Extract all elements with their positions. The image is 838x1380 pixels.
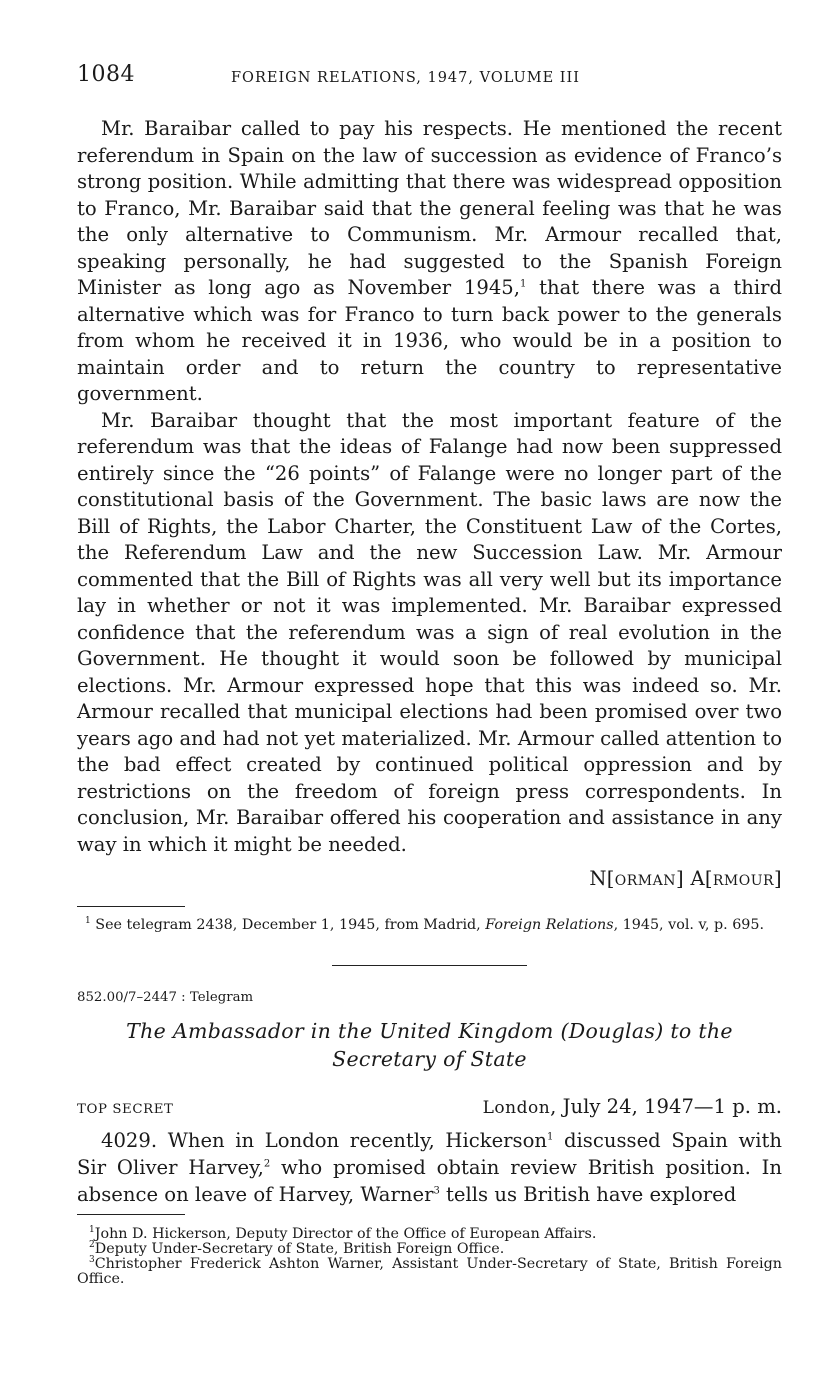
- document-page: [77, 62, 782, 1287]
- document-reference: 852.00/7–2447 : Telegram: [77, 990, 254, 1005]
- signature-rest-1: ORMAN: [614, 873, 676, 889]
- footnote-mark: 2: [89, 1240, 95, 1251]
- signature-rest-2: RMOUR: [712, 873, 775, 889]
- footnote-text-b: , 1945, vol. v, p. 695.: [613, 917, 765, 933]
- dateline-date: , July 24, 1947—1 p. m.: [550, 1095, 782, 1118]
- classification: TOP SECRET: [77, 1102, 174, 1117]
- telegram-text-4: tells us British have explored: [439, 1183, 737, 1206]
- signature-bracket-1: ]: [675, 867, 691, 890]
- footnote-mark: 1: [89, 1225, 95, 1236]
- page-header: [77, 62, 782, 92]
- footnote-item: [77, 1242, 782, 1257]
- telegram-text-2: discussed Spain with Sir Oliver Harvey,: [77, 1129, 782, 1179]
- footnotes-section-1: [77, 917, 782, 933]
- memo-paragraph-1: [77, 116, 782, 408]
- signature-initial-1: N[: [589, 867, 615, 890]
- footnote-mark: 3: [89, 1255, 95, 1266]
- classification-row: [77, 1095, 782, 1125]
- footnote-text-a: See telegram 2438, December 1, 1945, from Madrid,: [90, 917, 486, 933]
- footnote-1: [77, 917, 782, 933]
- footnotes-section-2: [77, 1227, 782, 1287]
- footnote-item: [77, 1227, 782, 1242]
- memo-paragraph-1-text-b: that there was a third alternative which was for Franco to turn back power to the generals from whom he received it in 1936, who would be in a position to maintain order and to return the country to representative government.: [77, 276, 782, 405]
- footnote-mark: 1: [85, 916, 91, 927]
- footnote-ref: 1: [520, 278, 527, 290]
- footnote-ref: 3: [433, 1185, 440, 1197]
- document-title: The Ambassador in the United Kingdom (Douglas) to the Secretary of State: [126, 1019, 733, 1071]
- footnote-text: Christopher Frederick Ashton Warner, Assistant Under-Secretary of State, British Foreign Office.: [77, 1256, 782, 1287]
- footnote-item: [77, 1257, 782, 1287]
- signature-initial-2: A[: [690, 867, 713, 890]
- footnote-italic-title: Foreign Relations: [485, 917, 614, 933]
- memo-paragraph-2: Mr. Baraibar thought that the most important feature of the referendum was that the ideas of Falange had now been suppressed entirely since the “26 points” of Falange were no longer part of the constitutional basis of the Government. The basic laws are now the Bill of Rights, the Labor Charter, the Constituent Law of the Cortes, the Referendum Law and the new Succession Law. Mr. Armour commented that the Bill of Rights was all very well but its importance lay in whether or not it was implemented. Mr. Baraibar expressed confidence that the referendum was a sign of real evolution in the Government. He thought it would soon be followed by municipal elections. Mr. Armour expressed hope that this was indeed so. Mr. Armour recalled that municipal elections had been promised over two years ago and had not yet materialized. Mr. Armour called attention to the bad effect created by continued political oppression and by restrictions on the freedom of foreign press correspondents. In conclusion, Mr. Baraibar offered his cooperation and assistance in any way in which it might be needed.: [77, 408, 782, 856]
- section-separator: [332, 965, 527, 966]
- memo-body: [77, 116, 782, 858]
- telegram-paragraph: [77, 1127, 782, 1208]
- footnote-ref: 2: [263, 1158, 271, 1170]
- running-head: FOREIGN RELATIONS, 1947, VOLUME III: [231, 70, 580, 86]
- telegram-text-1: 4029. When in London recently, Hickerson: [101, 1129, 548, 1152]
- footnote-ref: 1: [547, 1131, 554, 1143]
- telegram-text-3: who promised obtain review British position. In absence on leave of Harvey, Warner: [77, 1156, 782, 1206]
- footnote-divider: [77, 906, 185, 907]
- page-number: 1084: [77, 62, 135, 87]
- signature-bracket-2: ]: [774, 867, 782, 890]
- telegram-body: [77, 1127, 782, 1208]
- memo-paragraph-1-text-a: Mr. Baraibar called to pay his respects. He mentioned the recent referendum in Spain on the law of succession as evidence of Franco’s strong position. While admitting that there was widespread opposition to Franco, Mr. Baraibar said that the general feeling was that he was the only alternative to Communism. Mr. Armour recalled that, speaking personally, he had suggested to the Spanish Foreign Minister as long ago as November 1945,: [77, 117, 782, 299]
- footnote-divider: [77, 1214, 185, 1215]
- dateline: [483, 1095, 782, 1118]
- footnote-text: Deputy Under-Secretary of State, British Foreign Office.: [94, 1241, 505, 1257]
- signature: [77, 867, 782, 890]
- footnote-text: John D. Hickerson, Deputy Director of the Office of European Affairs.: [94, 1226, 597, 1242]
- dateline-city: London: [482, 1098, 551, 1118]
